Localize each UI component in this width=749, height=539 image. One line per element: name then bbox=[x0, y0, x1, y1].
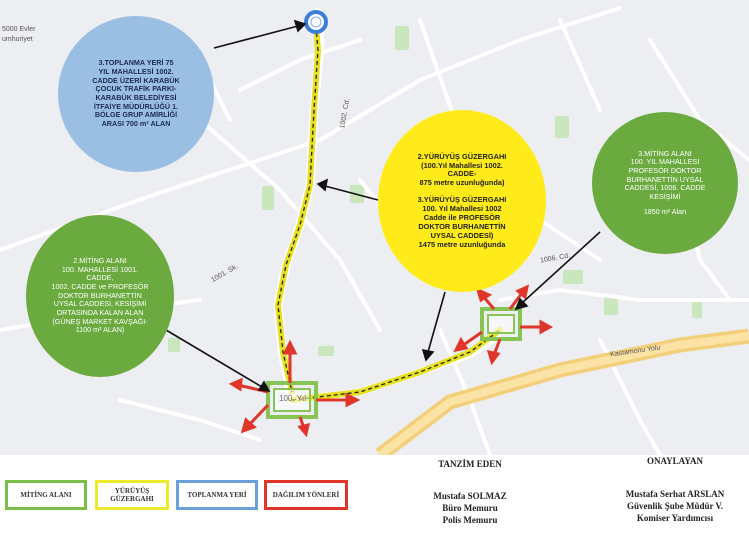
callout-line: 875 metre uzunluğunda) bbox=[419, 178, 505, 188]
approved-by-role: Güvenlik Şube Müdür V. bbox=[626, 501, 724, 512]
approved-by-block bbox=[600, 488, 749, 524]
legend-dispersal-directions bbox=[264, 480, 348, 510]
callout-line: Cadde ile PROFESÖR bbox=[423, 212, 501, 222]
rally-area-2-callout bbox=[26, 215, 174, 377]
street-label-1002: 1002. Cd. bbox=[339, 97, 352, 130]
callout-line: CADDE ÜZERİ KARABÜK bbox=[92, 75, 180, 85]
street-label-1001: 1001. Sk. bbox=[210, 263, 240, 284]
prepared-by-role: Polis Memuru bbox=[442, 515, 498, 526]
callout-line: 3.YÜRÜYÜŞ GÜZERGAHI bbox=[417, 195, 507, 205]
callout-line: CADDE, bbox=[86, 273, 114, 283]
callout-line: DOKTOR BURHANETTİN bbox=[58, 290, 142, 300]
callout-line: (GÜNEŞ MARKET KAVŞAĞI- bbox=[52, 316, 148, 326]
callout-line: 1100 m² ALAN) bbox=[75, 325, 125, 335]
legend-march-route bbox=[95, 480, 169, 510]
legend-label: DAĞILIM YÖNLERİ bbox=[272, 490, 340, 499]
callout-line: UYSAL CADDESİ, KESİŞİMİ bbox=[53, 299, 147, 309]
callout-line: CADDESİ, 1006. CADDE bbox=[624, 183, 706, 193]
legend-gathering-place bbox=[176, 480, 258, 510]
callout-line: 2.YÜRÜYÜŞ GÜZERGAHI bbox=[417, 151, 507, 161]
callout-line: 100. Yıl Mahallesi 1002 bbox=[422, 204, 502, 213]
callout-line: ARASI 700 m² ALAN bbox=[101, 118, 171, 128]
legend-label: MİTİNG ALANI bbox=[20, 490, 72, 499]
callout-line: 1002. CADDE ve PROFESÖR bbox=[51, 282, 149, 292]
callout-line: 100. YIL MAHALLESİ bbox=[630, 157, 700, 167]
rally-area-3-callout bbox=[592, 112, 738, 254]
callout-line: DOKTOR BURHANETTİN bbox=[418, 221, 506, 231]
callout-line: ORTASINDA KALAN ALAN bbox=[56, 307, 144, 317]
map-label-cumhuriyet: umhuriyet bbox=[2, 36, 33, 43]
gathering-place-callout bbox=[58, 16, 214, 172]
legend-label: YÜRÜYÜŞ bbox=[114, 486, 150, 495]
gathering-point-inner bbox=[311, 17, 321, 27]
callout-line: 2.MİTİNG ALANI bbox=[73, 256, 127, 266]
prepared-by-role: Büro Memuru bbox=[442, 503, 498, 514]
legend-label: TOPLANMA YERİ bbox=[187, 490, 247, 499]
callout-line: 100. MAHALLESİ 1001. bbox=[61, 264, 139, 274]
legend-label: GÜZERGAHI bbox=[110, 495, 154, 503]
callout-line: İTFAİYE MÜDÜRLÜĞÜ 1. bbox=[93, 101, 179, 111]
callout-line: KARABÜK BELEDİYESİ bbox=[95, 93, 177, 102]
approved-by-role: Komiser Yardımcısı bbox=[636, 513, 714, 524]
callout-line: 3.MİTİNG ALANI bbox=[638, 148, 692, 158]
callout-line: UYSAL CADDESİ) bbox=[430, 230, 494, 240]
legend-rally-area bbox=[5, 480, 87, 510]
approved-by-title: ONAYLAYAN bbox=[646, 456, 704, 466]
callout-line: PROFESÖR DOKTOR bbox=[628, 166, 702, 176]
street-label-highway: Kastamonu Yolu bbox=[609, 344, 661, 359]
rally-area-2-label: 100. Yıl bbox=[279, 394, 306, 403]
map-label-evler: 5000 Evler bbox=[2, 26, 36, 33]
callout-line: CADDE- bbox=[447, 169, 477, 179]
march-route-callout bbox=[378, 110, 546, 292]
callout-line: 1475 metre uzunluğunda bbox=[418, 239, 506, 249]
prepared-by-name: Mustafa SOLMAZ bbox=[433, 491, 507, 501]
callout-line: KESİŞİMİ bbox=[649, 191, 681, 201]
highway-kastamonu-yolu bbox=[380, 336, 749, 455]
callout-line: BÖLGE GRUP AMİRLİĞİ bbox=[94, 110, 178, 120]
approved-by-name: Mustafa Serhat ARSLAN bbox=[625, 489, 725, 499]
callout-line: (100.Yıl Mahallesi 1002. bbox=[421, 160, 503, 170]
callout-line: YIL MAHALLESİ 1002. bbox=[98, 67, 174, 77]
rally-area-3-inner bbox=[488, 315, 514, 333]
callout-line: 3.TOPLANMA YERİ 75 bbox=[98, 58, 174, 68]
callout-line: BURHANETTİN UYSAL bbox=[626, 174, 704, 184]
callout-line: 1850 m² Alan bbox=[643, 206, 687, 216]
callout-line: ÇOCUK TRAFİK PARKI- bbox=[95, 84, 177, 94]
street-label-1006: 1006. Cd. bbox=[539, 252, 571, 265]
prepared-by-title: TANZİM EDEN bbox=[438, 459, 502, 469]
prepared-by-block bbox=[400, 490, 540, 526]
highway-centerline bbox=[380, 336, 749, 455]
